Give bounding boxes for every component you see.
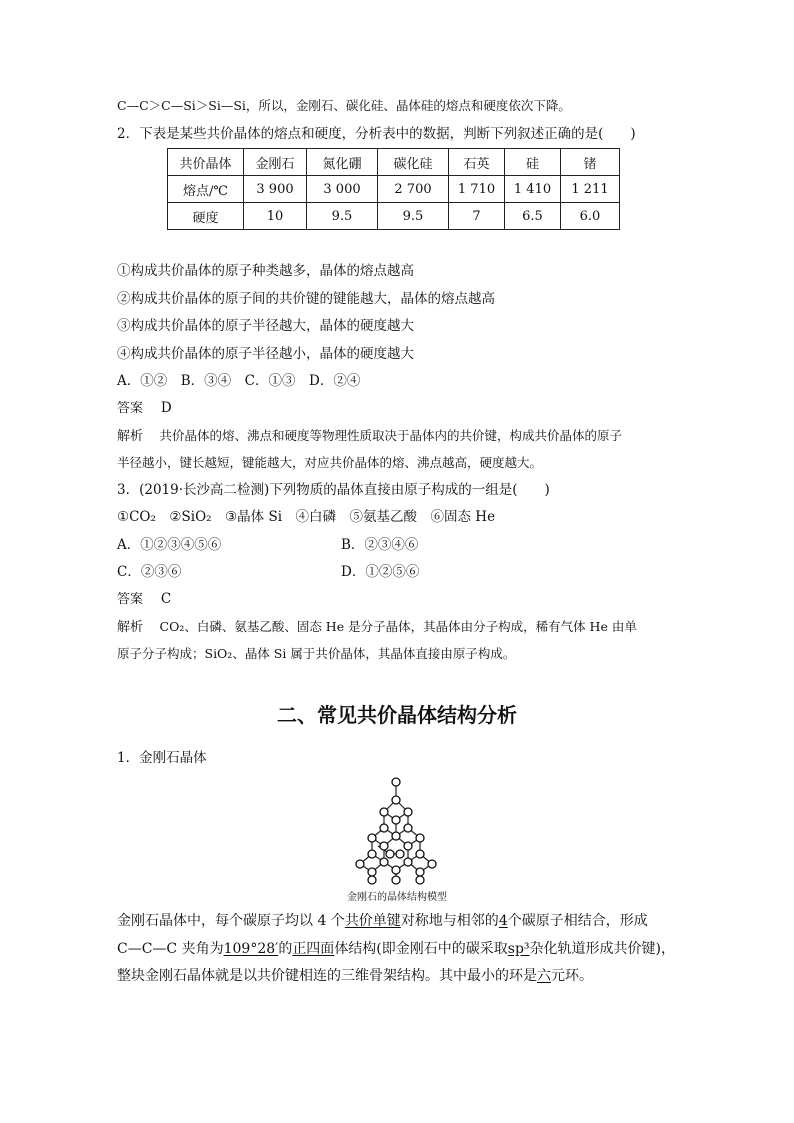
text-run: 整块金刚石晶体就是以共价键相连的三维骨架结构。其中最小的环是 [117,968,537,984]
paragraph-line-2 [117,940,675,958]
analysis-q2-line1 [117,427,622,446]
text-run: 个碳原子相结合，形成 [507,913,648,929]
blank-answer: 正四面 [292,941,335,957]
paragraph-line-1 [117,912,648,930]
table-cell: 1 410 [505,176,561,203]
hardness-table [167,148,620,230]
table-header-cell: 石英 [449,149,505,176]
figure-caption: 金刚石的晶体结构模型 [347,892,447,903]
table-cell: 9.5 [307,203,378,230]
blank-answer: 六 [537,968,551,984]
table-cell: 6.5 [505,203,561,230]
text-run: 元环。 [551,968,593,984]
diamond-structure-diagram [348,776,448,888]
choice-3b: B．②③④⑥ [341,537,419,553]
blank-answer: sp³ [507,941,530,957]
table-cell: 1 211 [561,176,620,203]
table-cell: 7 [449,203,505,230]
table-cell: 9.5 [378,203,449,230]
table-header-row [168,149,620,176]
section-heading: 二、常见共价晶体结构分析 [277,703,517,727]
question-3-items: ①CO₂ ②SiO₂ ③晶体 Si ④白磷 ⑤氨基乙酸 ⑥固态 He [117,509,496,525]
question-2-stem: 2．下表是某些共价晶体的熔点和硬度，分析表中的数据，判断下列叙述正确的是( ) [117,126,636,142]
answer-q2 [117,399,172,418]
table-header-cell: 共价晶体 [168,149,244,176]
analysis-label: 解析 [117,429,144,444]
table-header-cell: 金刚石 [244,149,307,176]
choice-3c: C．②③⑥ [117,564,182,580]
option-3: ③构成共价晶体的原子半径越大，晶体的硬度越大 [117,318,414,334]
option-1: ①构成共价晶体的原子种类越多，晶体的熔点越高 [117,263,414,279]
table-cell: 3 000 [307,176,378,203]
table-cell: 硬度 [168,203,244,230]
analysis-text: 共价晶体的熔、沸点和硬度等物理性质取决于晶体内的共价键，构成共价晶体的原子 [159,428,623,443]
text-run: 的 [278,941,293,957]
choice-3a: A．①②③④⑤⑥ [117,537,222,553]
text-run: 金刚石晶体中，每个碳原子均以 4 个 [117,913,345,929]
table-row [168,176,620,203]
table-header-cell: 氮化硼 [307,149,378,176]
analysis-q3-line2: 原子分子构成；SiO₂、晶体 Si 属于共价晶体，其晶体直接由原子构成。 [117,646,516,661]
answer-value: D [160,400,172,416]
blank-answer: 4 [498,913,508,929]
table-header-cell: 硅 [505,149,561,176]
table-cell: 2 700 [378,176,449,203]
choices-q2: A．①② B．③④ C．①③ D．②④ [117,373,361,389]
choice-3d: D．①②⑤⑥ [341,564,420,580]
analysis-q2-line2: 半径越小，键长越短，键能越大，对应共价晶体的熔、沸点越高，硬度越大。 [117,455,543,470]
subsection-title: 1．金刚石晶体 [117,750,207,766]
option-4: ④构成共价晶体的原子半径越小，晶体的硬度越大 [117,346,414,362]
answer-q3 [117,590,171,609]
answer-value: C [160,591,172,607]
analysis-continuation: C—C＞C—Si＞Si—Si，所以，金刚石、碳化硅、晶体硅的熔点和硬度依次下降。 [117,98,571,113]
blank-answer: 共价单键 [344,913,401,929]
blank-answer: 109°28′ [223,941,279,957]
table-cell: 熔点/℃ [168,176,244,203]
answer-label: 答案 [117,401,144,416]
table-row [168,203,620,230]
analysis-q3-line1 [117,618,637,637]
table-cell: 1 710 [449,176,505,203]
analysis-text: CO₂、白磷、氨基乙酸、固态 He 是分子晶体，其晶体由分子构成，稀有气体 He 由单 [159,619,637,634]
text-run: C—C—C 夹角为 [117,941,224,957]
text-run: 对称地与相邻的 [400,913,499,929]
table-cell: 3 900 [244,176,307,203]
table-cell: 6.0 [561,203,620,230]
table-header-cell: 碳化硅 [378,149,449,176]
paragraph-line-3 [117,967,593,985]
answer-label: 答案 [117,592,144,607]
question-3-stem: 3．(2019·长沙高二检测)下列物质的晶体直接由原子构成的一组是( ) [117,482,550,498]
text-run: 体结构(即金刚石中的碳采取 [334,941,508,957]
table-cell: 10 [244,203,307,230]
text-run: 杂化轨道形成共价键)， [529,941,676,957]
analysis-label: 解析 [117,620,144,635]
option-2: ②构成共价晶体的原子间的共价键的键能越大，晶体的熔点越高 [117,291,495,307]
table-header-cell: 锗 [561,149,620,176]
